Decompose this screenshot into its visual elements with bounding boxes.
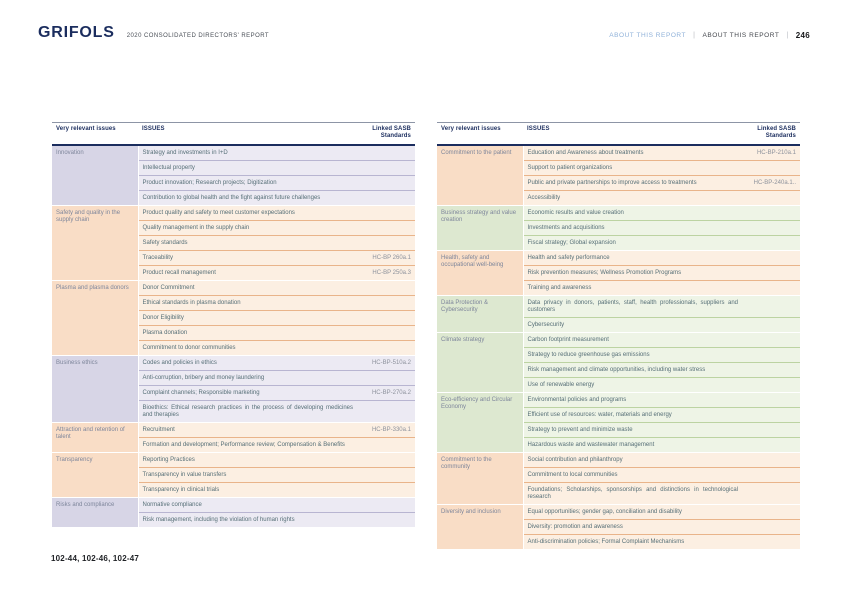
category-cell: Commitment to the patient: [437, 145, 523, 206]
table-row: [437, 393, 800, 408]
brand-block: [38, 24, 269, 42]
sasb-standard-cell: [742, 296, 800, 318]
table-row: [437, 333, 800, 348]
sasb-standard-cell: [742, 333, 800, 348]
sasb-standard-cell: [742, 266, 800, 281]
issue-cell: Support to patient organizations: [523, 161, 742, 176]
sasb-standard-cell: [357, 468, 415, 483]
sasb-standard-cell: [742, 206, 800, 221]
issue-cell: Social contribution and philanthropy: [523, 453, 742, 468]
sasb-standard-cell: [742, 378, 800, 393]
table-row: [52, 356, 415, 371]
nav-about-this-report-current[interactable]: ABOUT THIS REPORT: [702, 32, 780, 39]
right-issues-table: [437, 122, 800, 550]
left-table-column: [52, 122, 415, 550]
sasb-standard-cell: [357, 453, 415, 468]
issue-cell: Donor Eligibility: [138, 311, 357, 326]
sasb-standard-cell: [357, 176, 415, 191]
table-row: [437, 505, 800, 520]
sasb-standard-cell: HC-BP-510a.2: [357, 356, 415, 371]
issue-cell: Strategy to prevent and minimize waste: [523, 423, 742, 438]
issue-cell: Product quality and safety to meet customer expectations: [138, 206, 357, 221]
category-cell: Plasma and plasma donors: [52, 281, 138, 356]
issue-cell: Fiscal strategy; Global expansion: [523, 236, 742, 251]
right-table-column: [437, 122, 800, 550]
top-navigation: [609, 31, 810, 42]
page-header: [38, 24, 810, 42]
category-cell: Diversity and inclusion: [437, 505, 523, 550]
issue-cell: Foundations; Scholarships, sponsorships and distinctions in technological research: [523, 483, 742, 505]
nav-about-this-report-link[interactable]: ABOUT THIS REPORT: [609, 32, 687, 39]
sasb-standard-cell: [742, 251, 800, 266]
sasb-standard-cell: [742, 281, 800, 296]
sasb-standard-cell: [742, 236, 800, 251]
issue-cell: Strategy and investments in I+D: [138, 145, 357, 161]
category-cell: Climate strategy: [437, 333, 523, 393]
issue-cell: Anti-discrimination policies; Formal Complaint Mechanisms: [523, 535, 742, 550]
issue-cell: Reporting Practices: [138, 453, 357, 468]
sasb-standard-cell: [357, 206, 415, 221]
issue-cell: Quality management in the supply chain: [138, 221, 357, 236]
issue-cell: Contribution to global health and the fight against future challenges: [138, 191, 357, 206]
table-row: [52, 145, 415, 161]
table-row: [437, 296, 800, 318]
sasb-standard-cell: [357, 341, 415, 356]
issue-cell: Ethical standards in plasma donation: [138, 296, 357, 311]
issue-cell: Equal opportunities; gender gap, conciliation and disability: [523, 505, 742, 520]
issue-cell: Transparency in clinical trials: [138, 483, 357, 498]
table-row: [437, 206, 800, 221]
sasb-standard-cell: [357, 326, 415, 341]
nav-separator: |: [786, 32, 789, 39]
sasb-standard-cell: [357, 296, 415, 311]
issue-cell: Recruitment: [138, 423, 357, 438]
sasb-standard-cell: [742, 423, 800, 438]
report-title: 2020 CONSOLIDATED DIRECTORS' REPORT: [126, 33, 269, 39]
issue-cell: Investments and acquisitions: [523, 221, 742, 236]
sasb-standard-cell: [357, 513, 415, 528]
category-cell: Data Protection & Cybersecurity: [437, 296, 523, 333]
issue-cell: Diversity: promotion and awareness: [523, 520, 742, 535]
sasb-standard-cell: [357, 236, 415, 251]
table-row: [52, 498, 415, 513]
issue-cell: Hazardous waste and wastewater management: [523, 438, 742, 453]
issue-cell: Strategy to reduce greenhouse gas emissions: [523, 348, 742, 363]
table-row: [52, 453, 415, 468]
col-header-linked-sasb-standards: Linked SASB Standards: [742, 123, 800, 146]
sasb-standard-cell: [742, 393, 800, 408]
sasb-standard-cell: HC-BP 260a.1: [357, 251, 415, 266]
issue-cell: Complaint channels; Responsible marketing: [138, 386, 357, 401]
issue-cell: Economic results and value creation: [523, 206, 742, 221]
table-row: [52, 206, 415, 221]
issue-cell: Risk prevention measures; Wellness Promotion Programs: [523, 266, 742, 281]
category-cell: Innovation: [52, 145, 138, 206]
col-header-linked-sasb-standards: Linked SASB Standards: [357, 123, 415, 146]
issue-cell: Bioethics: Ethical research practices in the process of developing medicines and therapies: [138, 401, 357, 423]
sasb-standard-cell: [357, 221, 415, 236]
category-cell: Attraction and retention of talent: [52, 423, 138, 453]
nav-separator: |: [693, 32, 696, 39]
col-header-very-relevant-issues: Very relevant issues: [52, 123, 138, 146]
category-cell: Risks and compliance: [52, 498, 138, 528]
category-cell: Transparency: [52, 453, 138, 498]
issue-cell: Commitment to local communities: [523, 468, 742, 483]
issue-cell: Normative compliance: [138, 498, 357, 513]
sasb-standard-cell: [742, 535, 800, 550]
materiality-tables: [52, 122, 800, 550]
sasb-standard-cell: [742, 191, 800, 206]
col-header-issues: ISSUES: [523, 123, 742, 146]
sasb-standard-cell: [742, 438, 800, 453]
left-issues-table: [52, 122, 415, 528]
issue-cell: Safety standards: [138, 236, 357, 251]
issue-cell: Traceability: [138, 251, 357, 266]
sasb-standard-cell: [357, 145, 415, 161]
issue-cell: Accessibility: [523, 191, 742, 206]
issue-cell: Commitment to donor communities: [138, 341, 357, 356]
sasb-standard-cell: [742, 221, 800, 236]
category-cell: Eco-efficiency and Circular Economy: [437, 393, 523, 453]
issue-cell: Environmental policies and programs: [523, 393, 742, 408]
issue-cell: Risk management, including the violation of human rights: [138, 513, 357, 528]
issue-cell: Intellectual property: [138, 161, 357, 176]
issue-cell: Public and private partnerships to improve access to treatments: [523, 176, 742, 191]
table-row: [52, 281, 415, 296]
sasb-standard-cell: [357, 483, 415, 498]
issue-cell: Codes and policies in ethics: [138, 356, 357, 371]
category-cell: Safety and quality in the supply chain: [52, 206, 138, 281]
issue-cell: Efficient use of resources: water, materials and energy: [523, 408, 742, 423]
issue-cell: Product recall management: [138, 266, 357, 281]
category-cell: Business strategy and value creation: [437, 206, 523, 251]
sasb-standard-cell: [742, 483, 800, 505]
issue-cell: Health and safety performance: [523, 251, 742, 266]
sasb-standard-cell: [357, 311, 415, 326]
sasb-standard-cell: [742, 520, 800, 535]
sasb-standard-cell: [357, 281, 415, 296]
page-number: 246: [795, 31, 810, 40]
sasb-standard-cell: [357, 401, 415, 423]
sasb-standard-cell: [357, 161, 415, 176]
category-cell: Commitment to the community: [437, 453, 523, 505]
sasb-standard-cell: HC-BP-240a.1..: [742, 176, 800, 191]
issue-cell: Formation and development; Performance review; Compensation & Benefits: [138, 438, 357, 453]
issue-cell: Training and awareness: [523, 281, 742, 296]
sasb-standard-cell: [742, 468, 800, 483]
sasb-standard-cell: HC-BP-270a.2: [357, 386, 415, 401]
sasb-standard-cell: [357, 371, 415, 386]
sasb-standard-cell: HC-BP-330a.1: [357, 423, 415, 438]
sasb-standard-cell: [742, 453, 800, 468]
sasb-standard-cell: [742, 318, 800, 333]
category-cell: Health, safety and occupational well-being: [437, 251, 523, 296]
right-table-body: [437, 145, 800, 550]
table-row: [437, 251, 800, 266]
issue-cell: Product innovation; Research projects; Digitization: [138, 176, 357, 191]
issue-cell: Plasma donation: [138, 326, 357, 341]
col-header-very-relevant-issues: Very relevant issues: [437, 123, 523, 146]
issue-cell: Anti-corruption, bribery and money laundering: [138, 371, 357, 386]
sasb-standard-cell: [357, 191, 415, 206]
issue-cell: Education and Awareness about treatments: [523, 145, 742, 161]
table-row: [52, 423, 415, 438]
grifols-logo: GRIFOLS: [38, 24, 115, 41]
sasb-standard-cell: [742, 505, 800, 520]
issue-cell: Donor Commitment: [138, 281, 357, 296]
col-header-issues: ISSUES: [138, 123, 357, 146]
sasb-standard-cell: [742, 348, 800, 363]
table-header-row: [52, 123, 415, 146]
issue-cell: Use of renewable energy: [523, 378, 742, 393]
issue-cell: Cybersecurity: [523, 318, 742, 333]
sasb-standard-cell: [742, 408, 800, 423]
sasb-standard-cell: [742, 161, 800, 176]
left-table-body: [52, 145, 415, 528]
issue-cell: Carbon footprint measurement: [523, 333, 742, 348]
gri-reference-codes: 102-44, 102-46, 102-47: [51, 554, 140, 563]
sasb-standard-cell: HC-BP-210a.1: [742, 145, 800, 161]
table-header-row: [437, 123, 800, 146]
sasb-standard-cell: HC-BP 250a.3: [357, 266, 415, 281]
sasb-standard-cell: [742, 363, 800, 378]
table-row: [437, 453, 800, 468]
issue-cell: Risk management and climate opportunities, including water stress: [523, 363, 742, 378]
issue-cell: Transparency in value transfers: [138, 468, 357, 483]
sasb-standard-cell: [357, 438, 415, 453]
table-row: [437, 145, 800, 161]
sasb-standard-cell: [357, 498, 415, 513]
issue-cell: Data privacy in donors, patients, staff, health professionals, suppliers and customers: [523, 296, 742, 318]
category-cell: Business ethics: [52, 356, 138, 423]
